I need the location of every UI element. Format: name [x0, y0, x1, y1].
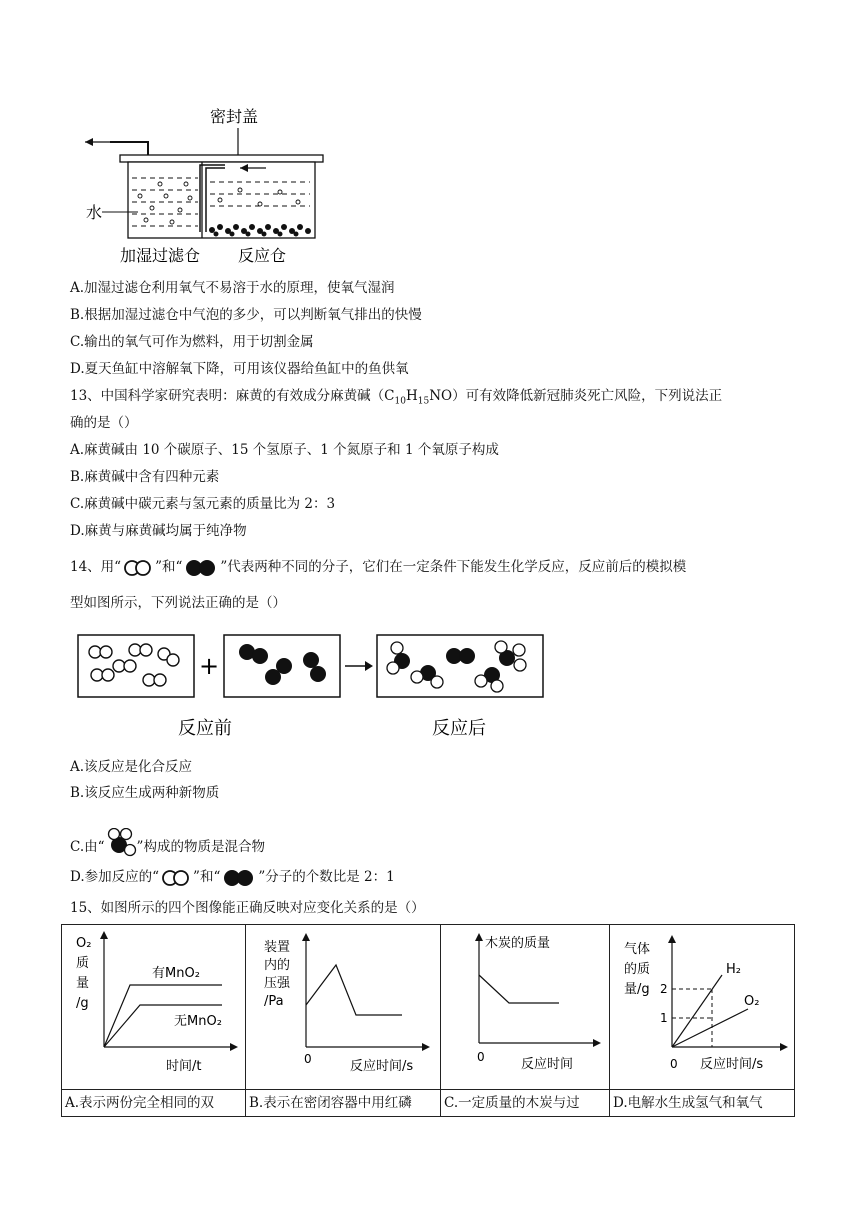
graph-b-ylabel-2: 压强: [264, 976, 291, 991]
graph-b-ylabel-3: /Pa: [264, 994, 284, 1009]
q14-stem-line1: 14、用“ ”和“ ”代表两种不同的分子，它们在一定条件下能发生化学反应，反应前后的模拟模: [70, 559, 687, 575]
after-reaction-label: 反应后: [432, 718, 486, 739]
q15-stem: 15、如图所示的四个图像能正确反映对应变化关系的是（）: [70, 900, 425, 916]
graph-d-tick-2: 2: [660, 982, 668, 996]
graph-d-caption: D.电解水生成氢气和氧气: [610, 1090, 795, 1117]
with-mno2-label: 有MnO₂: [152, 966, 200, 981]
graph-c-xlabel: 反应时间: [521, 1057, 574, 1072]
graph-a-xlabel: 时间/t: [166, 1059, 202, 1074]
graph-d-ylabel-0: 气体: [624, 942, 651, 957]
q15-graph-table: [61, 924, 795, 1117]
h2-label: H₂: [726, 962, 741, 977]
graph-a: [62, 925, 245, 1085]
oxygen-generator-figure: [80, 100, 340, 268]
q14-stem-line2: 型如图所示，下列说法正确的是（）: [70, 595, 286, 611]
product-molecule-icon: [105, 828, 137, 858]
graph-b-ylabel-1: 内的: [264, 958, 291, 973]
graph-d-ylabel-1: 的质: [624, 962, 651, 977]
svg-text:+: +: [199, 652, 220, 680]
graph-d-xlabel: 反应时间/s: [700, 1057, 764, 1072]
q13-option-d: D.麻黄与麻黄碱均属于纯净物: [70, 523, 247, 539]
graph-b-caption: B.表示在密闭容器中用红磷: [246, 1090, 441, 1117]
graph-a-cell: [62, 925, 246, 1090]
open-molecule-icon: [159, 869, 193, 887]
graph-a-ylabel-3: /g: [76, 996, 89, 1011]
graph-a-caption: A.表示两份完全相同的双: [62, 1090, 246, 1117]
filled-molecule-icon: [182, 559, 220, 577]
q13-stem-line1: 13、中国科学家研究表明：麻黄的有效成分麻黄碱$(C_{10}H_{15}NO)$可有效降低新冠肺炎死亡风险，下列说法正: [70, 388, 723, 407]
q14-option-b: B.该反应生成两种新物质: [70, 785, 220, 801]
q13-option-a: A.麻黄碱由 10 个碳原子、15 个氢原子、1 个氮原子和 1 个氧原子构成: [70, 442, 499, 458]
q14-option-c: C.由“ ”构成的物质是混合物: [70, 828, 265, 856]
q12-option-d: D.夏天鱼缸中溶解氧下降，可用该仪器给鱼缸中的鱼供氧: [70, 361, 409, 377]
q13-stem-line2: 确的是（）: [70, 415, 138, 431]
filled-molecule-icon: [220, 869, 258, 887]
q14-option-d: D.参加反应的“ ”和“ ”分子的个数比是 2：1: [70, 869, 395, 885]
graph-a-ylabel-1: 质: [76, 956, 90, 971]
reaction-model-figure: [75, 630, 555, 742]
reaction-chamber-label: 反应仓: [238, 246, 287, 265]
q12-option-a: A.加湿过滤仓利用氧气不易溶于水的原理，使氧气湿润: [70, 280, 395, 296]
graph-d-origin: 0: [670, 1057, 678, 1071]
humidify-chamber-label: 加湿过滤仓: [120, 246, 201, 265]
graph-c: [441, 925, 609, 1085]
graph-b-origin: 0: [304, 1052, 312, 1066]
graph-d-ylabel-2: 量/g: [624, 982, 650, 997]
graph-a-ylabel-0: O₂: [76, 936, 92, 951]
q12-option-b: B.根据加湿过滤仓中气泡的多少，可以判断氧气排出的快慢: [70, 307, 422, 323]
graph-b: [246, 925, 440, 1085]
q14-option-a: A.该反应是化合反应: [70, 759, 193, 775]
graph-c-origin: 0: [477, 1050, 485, 1064]
graph-a-ylabel-2: 量: [76, 976, 90, 991]
water-label: 水: [86, 203, 103, 222]
q13-option-c: C.麻黄碱中碳元素与氢元素的质量比为 2：3: [70, 496, 336, 512]
graph-b-xlabel: 反应时间/s: [350, 1059, 414, 1074]
o2-label: O₂: [744, 994, 760, 1009]
graph-c-cell: [441, 925, 610, 1090]
graph-c-ylabel: 木炭的质量: [485, 936, 551, 951]
before-reaction-label: 反应前: [178, 718, 232, 739]
graph-c-caption: C.一定质量的木炭与过: [441, 1090, 610, 1117]
open-molecule-icon: [121, 559, 155, 577]
without-mno2-label: 无MnO₂: [174, 1014, 222, 1029]
graph-d-cell: [610, 925, 795, 1090]
graph-b-ylabel-0: 装置: [264, 940, 291, 955]
graph-d: [610, 925, 794, 1085]
graph-d-tick-1: 1: [660, 1011, 668, 1025]
graph-b-cell: [246, 925, 441, 1090]
q13-option-b: B.麻黄碱中含有四种元素: [70, 469, 220, 485]
seal-cap-label: 密封盖: [210, 107, 259, 126]
q12-option-c: C.输出的氧气可作为燃料，用于切割金属: [70, 334, 314, 350]
